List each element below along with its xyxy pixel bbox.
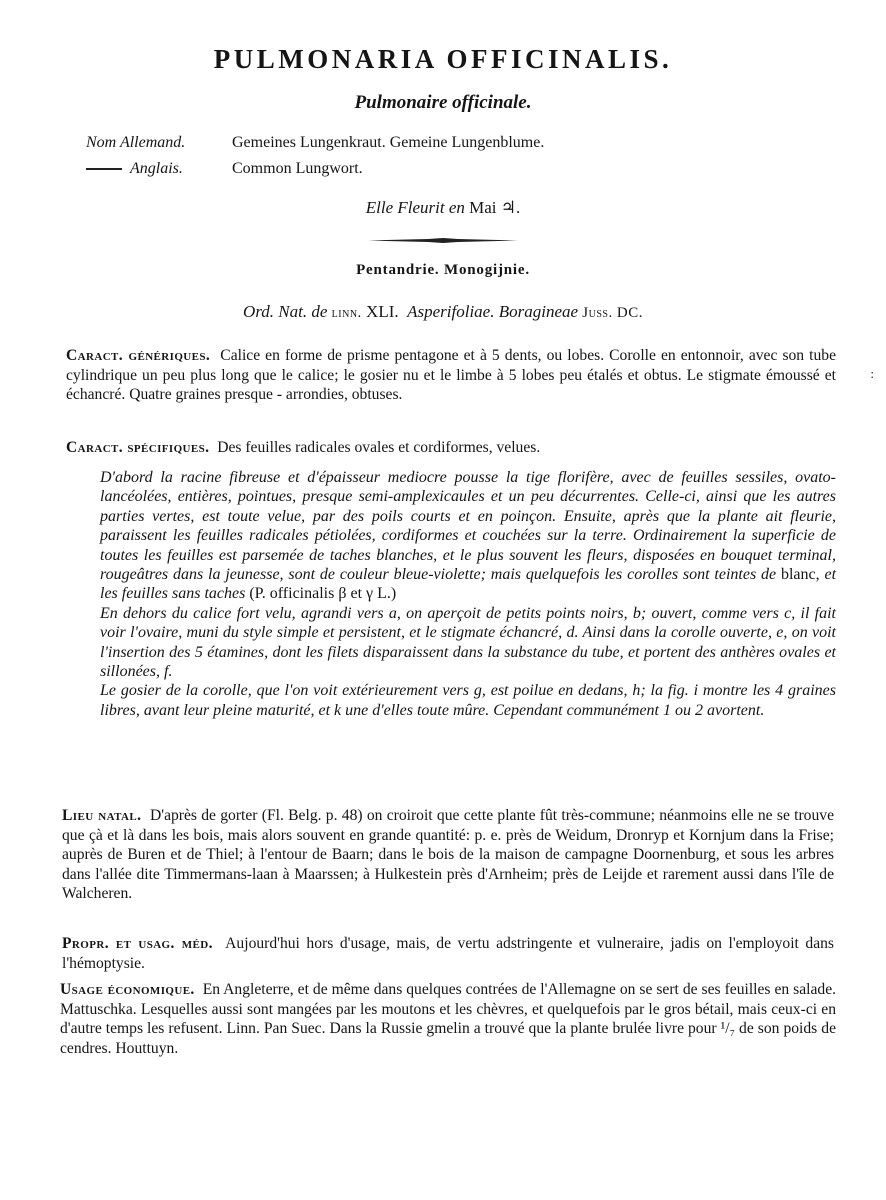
margin-mark: : (870, 366, 874, 381)
order-number: XLI. (366, 302, 399, 321)
medical-properties-text: Aujourd'hui hors d'usage, mais, de vertu adstringente et vulneraire, jadis on l'employoit dans l'hémoptysie. (62, 935, 834, 972)
perennial-symbol: ♃. (500, 198, 521, 217)
english-name: Common Lungwort. (232, 160, 363, 177)
medical-properties (62, 934, 834, 973)
description-paragraph: Le gosier de la corolle, que l'on voit extérieurement vers g, est poilue en dedans, h; la fig. i montre les 4 graines libres, avant leur pleine maturité, et k une d'elles toute mûre. Cependant communément 1 ou 2 avortent. (100, 682, 836, 719)
description-p1-colour: blanc, (780, 566, 820, 584)
native-habitat (62, 806, 834, 904)
linnaean-class: Pentandrie. Monogijnie. (356, 262, 530, 278)
generic-characters (66, 346, 836, 405)
specific-characters (66, 438, 836, 458)
flowering-text: Elle Fleurit en (365, 198, 465, 217)
native-habitat-head: Lieu natal. (62, 807, 142, 824)
economic-use (60, 980, 836, 1058)
flowering-line (0, 198, 886, 218)
ditto-dash (86, 168, 122, 170)
description-varieties: (P. officinalis β et γ L.) (249, 585, 397, 603)
order-families: Asperifoliae. Boragineae (407, 302, 579, 321)
medical-properties-head: Propr. et usag. méd. (62, 935, 213, 952)
german-label: Nom Allemand. (86, 134, 186, 151)
generic-characters-text: Calice en forme de prisme pentagone et à 5 dents, ou lobes. Corolle en entonnoir, avec son tube cylindrique un peu plus long que le calice; le gosier nu et le limbe à 5 lobes peu étalés et obtus. Le stigmate émoussé et échancré. Quatre graines presque - arrondies, obtuses. (66, 347, 837, 403)
description-paragraph (100, 468, 836, 604)
german-names: Gemeines Lungenkraut. Gemeine Lungenblume. (232, 134, 545, 151)
ornamental-rule (368, 238, 518, 243)
economic-use-text: En Angleterre, et de même dans quelques contrées de l'Allemagne on se sert de ses feuilles en salade. Mattuschka. Lesquelles aussi sont mangées par les moutons et les chèvres, et quelquefois par le gros bétail, mais ceux-ci en d'autre temps les refusent. Linn. Pan Suec. Dans la Russie gmelin a trouvé que la plante brulée livre pour ¹/₇ de son poids de cendres. Houttuyn. (60, 981, 837, 1057)
description-p1: D'abord la racine fibreuse et d'épaisseur mediocre pousse la tige florifère, avec de feuilles sessiles, ovato-lancéolées, entières, pointues, presque semi-amplexicaules et un peu décurrentes. Celle-ci, ainsi que les autres parties vertes, est toute velue, par des poils courts et en poinçon. Ensuite, après que la plante ait fleurie, paraissent les feuilles radicales pétiolées, cordiformes et couchées sur la terre. Ordinairement la superficie de toutes les feuilles est parsemée de taches blanches, et le plus souvent les fleurs, disposées en bouquet terminal, rougeâtres dans la jeunesse, sont de couleur bleue-violette; mais quelquefois les corolles sont teintes de (100, 469, 836, 584)
economic-use-head: Usage économique. (60, 981, 195, 998)
native-habitat-text: D'après de gorter (Fl. Belg. p. 48) on croiroit que cette plante fût très-commune; néanmoins elle ne se trouve que çà et là dans les bois, mais alors souvent en grande quantité: p. e. près de Weidum, Dronryp et Kornjum dans la Frise; auprès de Buren et de Thiel; à l'entour de Baarn; dans le bois de la maison de campagne Doornenburg, et sous les arbres dans l'allée dite Timmermans-laan à Maarssen; à Hulkestein près d'Arnheim; près de Leijde et rarement aussi dans l'île de Walcheren. (62, 807, 834, 902)
plant-description (100, 468, 836, 720)
natural-order-line (0, 302, 886, 322)
flowering-month: Mai (469, 198, 497, 217)
specific-characters-text: Des feuilles radicales ovales et cordiformes, velues. (217, 439, 541, 456)
german-name-row (86, 134, 544, 160)
order-authors: Juss. DC. (582, 305, 643, 321)
french-name: Pulmonaire officinale. (354, 92, 532, 113)
order-linn: linn. (331, 305, 362, 321)
page-title: PULMONARIA OFFICINALIS. (213, 44, 673, 74)
description-p1-end: et les feuilles sans taches (100, 566, 837, 603)
english-label: Anglais. (130, 160, 183, 177)
description-paragraph: En dehors du calice fort velu, agrandi vers a, on aperçoit de petits points noirs, b; ouvert, comme vers c, il fait voir l'ovaire, muni du style simple et persistent, et le stigmate échancré, d. Ainsi dans la corolle ouverte, e, on voit l'insertion des 5 étamines, dont les filets disparaissent dans la substance du tube, et portent des anthères ovales et sillonées, f. (100, 604, 836, 681)
specific-characters-head: Caract. spécifiques. (66, 439, 210, 456)
common-names (86, 134, 544, 186)
order-prefix: Ord. Nat. de (243, 302, 328, 321)
english-name-row (86, 160, 544, 186)
generic-characters-head: Caract. génériques. (66, 347, 211, 364)
